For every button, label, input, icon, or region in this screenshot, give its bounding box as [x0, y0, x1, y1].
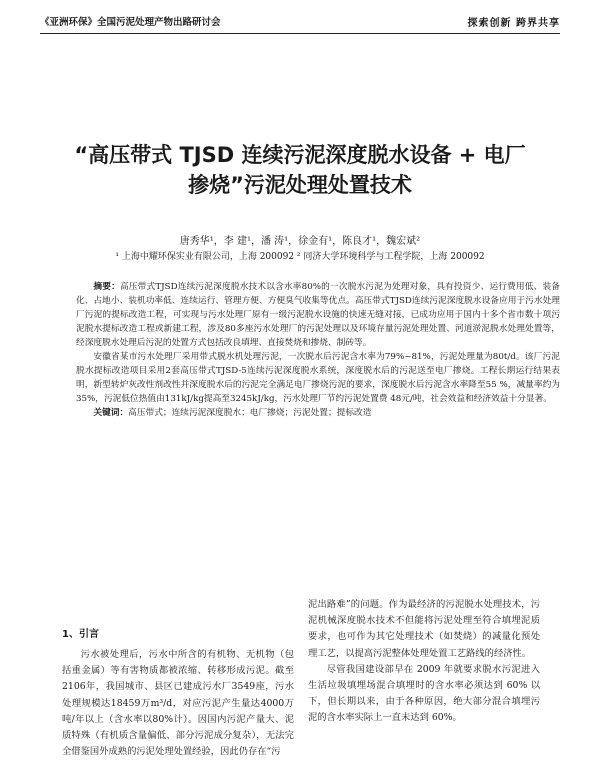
intro-paragraph-left: 污水被处理后，污水中所含的有机物、无机物（包括重金属）等有害物质都被浓缩、转移形成污泥。截至2106年，我国城市、县区已建成污水厂3549座，污水处理规模达18459万m³/d，对应污泥产生量达4000万吨/年以上（含水率以80%计）。因国内污泥产量大、泥质特殊（有机质含量偏低、部分污泥成分复杂），无法完全借鉴国外成熟的污泥处理处置经验，因此仍存在“污 [62, 649, 294, 758]
keywords-label: 关键词： [93, 408, 129, 418]
header-conference-name: 《亚洲环保》全国污泥处理产物出路研讨会 [40, 17, 221, 28]
abstract-paragraph-1 [76, 280, 560, 350]
abstract-text-1: 高压带式TJSD连续污泥深度脱水技术以含水率80%的一次脱水污泥为处理对象，具有投资少、运行费用低、装备化、占地小、装机功率低、连续运行、管理方便、方便臭气收集等优点。高压带式TJSD连续污泥深度脱水设备应用于污水处理厂污泥的提标改造工程，可实现与污水处理厂原有一级污泥脱水设施的快速无缝对接，已成功应用于国内十多个省市数十项污泥脱水提标改造工程或新建工程，涉及80多座污水处理厂的污泥处理以及环境存量污泥处理处置、河道淤泥脱水处理处置等，经深度脱水处理后污泥的处置方式包括改良填埋、直接焚烧和掺烧、制砖等。 [76, 282, 560, 348]
author-list: 唐秀华¹，李 建¹，潘 涛¹，徐金有¹，陈良才¹，魏宏斌² [179, 236, 421, 247]
header-rule [40, 33, 560, 34]
abstract [76, 280, 560, 420]
abstract-label: 摘要： [93, 282, 120, 292]
section-heading-introduction: 1、引言 [62, 629, 99, 640]
title-line-2: 掺烧”污泥处理处置技术 [188, 173, 412, 197]
intro-paragraph-right-1: 泥出路难”的问题。作为最经济的污泥脱水处理技术，污泥机械深度脱水技术不但能将污泥处理至符合填埋泥质要求，也可作为其它处理技术（如焚烧）的减量化预处理工艺，以提高污泥整体处理处置工艺路线的经济性。 [308, 599, 540, 659]
affiliations: ¹ 上海中耀环保实业有限公司，上海 200092 ² 同济大学环境科学与工程学院，上海 200092 [115, 252, 485, 262]
keywords [76, 406, 560, 420]
running-header [40, 14, 560, 30]
body-column-right [308, 597, 540, 727]
body-column-left [62, 647, 294, 760]
header-slogan: 探索创新 跨界共享 [467, 18, 560, 29]
keywords-text: 高压带式；连续污泥深度脱水；电厂掺烧；污泥处置；提标改造 [128, 408, 372, 418]
abstract-paragraph-2: 安徽省某市污水处理厂采用带式脱水机处理污泥，一次脱水后污泥含水率为79%~81%，污泥处理量为80t/d。该厂污泥脱水提标改造项目采用2套高压带式TJSD-5连续污泥深度脱水系统，深度脱水后的污泥送至电厂掺烧。工程长期运行结果表明，新型转炉灰改性剂改性并深度脱水后的污泥完全满足电厂掺烧污泥的要求，深度脱水后污泥含水率降至55 %，减量率约为35%，污泥低位热值由131kJ/kg提高至3245kJ/kg，污水处理厂节约污泥处置费 48元/吨，社会效益和经济效益十分显著。 [76, 352, 560, 404]
paper-title [40, 140, 560, 200]
intro-paragraph-right-2: 尽管我国建设部早在 2009 年就要求脱水污泥进入生活垃圾填埋场混合填埋时的含水率必须达到 60% 以下，但长期以来，由于各种原因，绝大部分混合填埋污泥的含水率实际上一直未达到 60%。 [308, 663, 540, 724]
title-line-1: “高压带式 TJSD 连续污泥深度脱水设备 + 电厂 [74, 143, 526, 167]
